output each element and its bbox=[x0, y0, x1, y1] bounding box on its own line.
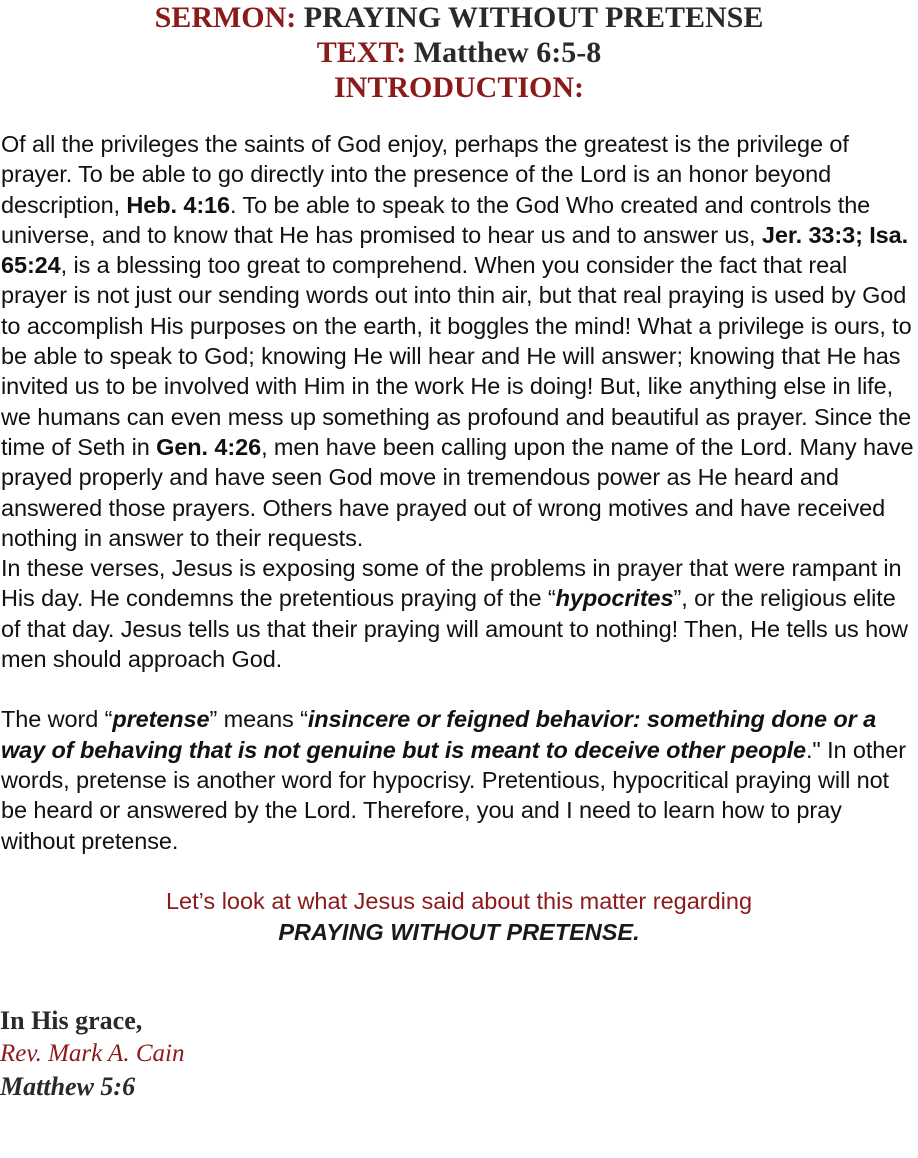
scripture-reference: Jer. 33:3; Isa. 65:24 bbox=[1, 221, 909, 279]
paragraph-jesus-exposing bbox=[1, 553, 917, 674]
closing: In His grace, bbox=[0, 1005, 143, 1035]
paragraph-text: In these verses, Jesus is exposing some of the problems in prayer that were rampant in His day. He condemns the pretentious praying of the “ bbox=[1, 555, 902, 612]
callout-line: Let’s look at what Jesus said about this matter regarding bbox=[165, 887, 753, 914]
paragraph-text: ” means “ bbox=[209, 706, 308, 733]
paragraph-text: Of all the privileges the saints of God enjoy, perhaps the greatest is the privilege of prayer. To be able to go directly into the presence of the Lord is an honor beyond description, bbox=[1, 131, 849, 218]
text-label: TEXT: bbox=[316, 36, 407, 69]
sermon-body bbox=[1, 129, 917, 856]
callout bbox=[0, 886, 918, 948]
scripture-reference: Heb. 4:16 bbox=[126, 191, 230, 218]
sermon-header bbox=[0, 0, 918, 105]
signature-verse: Matthew 5:6 bbox=[0, 1071, 136, 1101]
paragraph-text: ." In other words, pretense is another word for hypocrisy. Pretentious, hypocritical praying will not be heard or answered by the Lord. Therefore, you and I need to learn how to pray without pretense. bbox=[1, 736, 906, 854]
signature-block bbox=[0, 1004, 918, 1103]
paragraph-text: , men have been calling upon the name of the Lord. Many have prayed properly and have seen God move in tremendous power as He heard and answered those prayers. Others have prayed out of wrong motives and have received nothing in answer to their requests. bbox=[1, 433, 914, 551]
scripture-reference: Gen. 4:26 bbox=[156, 433, 262, 460]
sermon-title: PRAYING WITHOUT PRETENSE bbox=[303, 1, 764, 34]
paragraph-text: . To be able to speak to the God Who created and controls the universe, and to know that He has promised to hear us and to answer us, bbox=[1, 191, 871, 248]
term-pretense: pretense bbox=[112, 706, 210, 733]
paragraph-pretense-definition bbox=[1, 704, 917, 855]
text-reference: Matthew 6:5-8 bbox=[413, 36, 602, 69]
paragraph-text: The word “ bbox=[1, 706, 113, 733]
sermon-label: SERMON: bbox=[154, 1, 297, 34]
definition-text: insincere or feigned behavior: something done or a way of behaving that is not genuine but is meant to deceive other people bbox=[1, 706, 877, 763]
sermon-title-line bbox=[0, 0, 918, 35]
paragraph-spacer bbox=[1, 674, 917, 704]
paragraph-text: ”, or the religious elite of that day. Jesus tells us that their praying will amount to nothing! Then, He tells us how men should approach God. bbox=[1, 585, 908, 673]
callout-title: PRAYING WITHOUT PRETENSE. bbox=[278, 918, 640, 945]
emphasis-hypocrites: hypocrites bbox=[555, 585, 674, 612]
text-reference-line bbox=[0, 35, 918, 70]
paragraph-text: , is a blessing too great to comprehend. When you consider the fact that real prayer is not just our sending words out into thin air, but that real praying is used by God to accomplish His purposes on the earth, it boggles the mind! What a privilege is ours, to be able to speak to God; knowing He will hear and He will answer; knowing that He has invited us to be involved with Him in the work He is doing! But, like anything else in life, we humans can even mess up something as profound and beautiful as prayer. Since the time of Seth in bbox=[1, 252, 912, 460]
introduction-heading: INTRODUCTION: bbox=[333, 71, 585, 104]
paragraph-privilege-of-prayer bbox=[1, 129, 917, 553]
author-name: Rev. Mark A. Cain bbox=[0, 1039, 185, 1067]
